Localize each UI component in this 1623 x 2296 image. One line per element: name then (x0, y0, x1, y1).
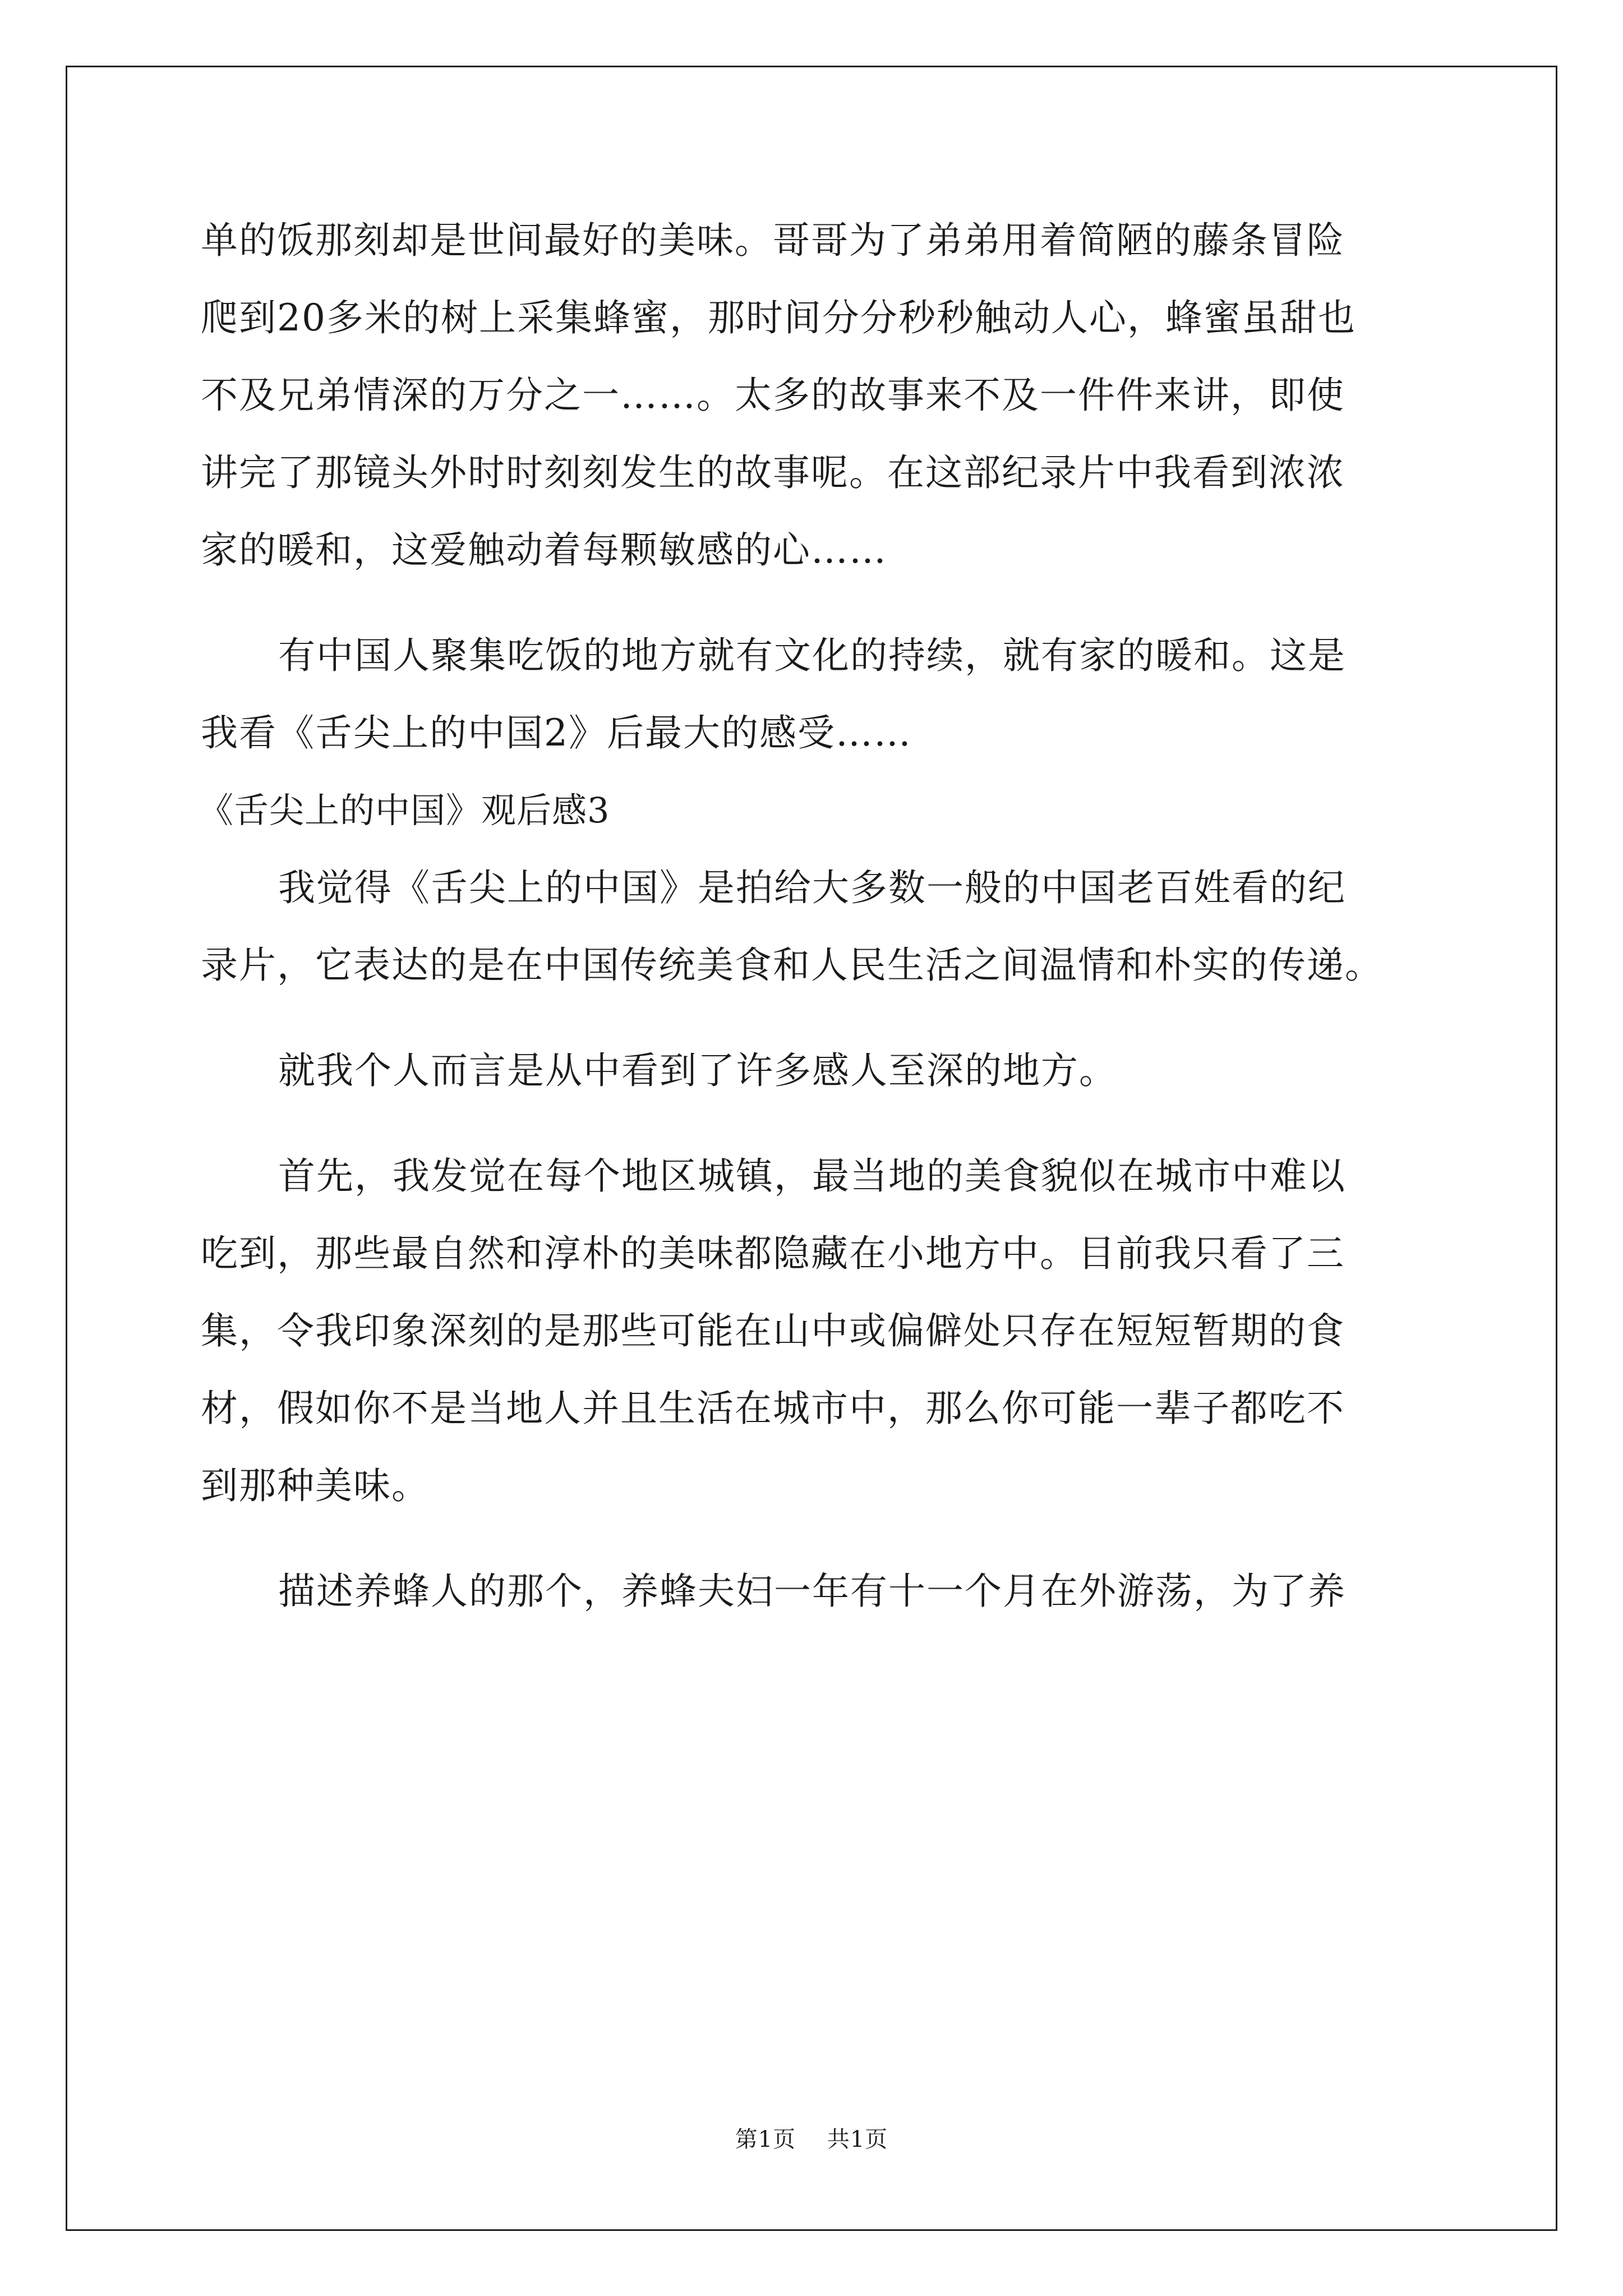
text-line: 到那种美味。 (201, 1464, 430, 1507)
page-total: 共1页 (827, 2127, 888, 2152)
section-heading: 《舌尖上的中国》观后感3 (199, 790, 610, 831)
page-number: 第1页 (735, 2127, 796, 2152)
text-line: 讲完了那镜头外时时刻刻发生的故事呢。在这部纪录片中我看到浓浓 (201, 451, 1345, 494)
page-footer (0, 2124, 1623, 2155)
text-line: 有中国人聚集吃饭的地方就有文化的持续，就有家的暖和。这是 (278, 634, 1346, 677)
text-line: 描述养蜂人的那个，养蜂夫妇一年有十一个月在外游荡，为了养 (278, 1570, 1346, 1613)
text-line: 单的饭那刻却是世间最好的美味。哥哥为了弟弟用着简陋的藤条冒险 (201, 219, 1345, 262)
text-line: 我看《舌尖上的中国2》后最大的感受…… (201, 711, 912, 754)
text-line: 家的暖和，这爱触动着每颗敏感的心…… (201, 528, 887, 572)
text-line: 吃到，那些最自然和淳朴的美味都隐藏在小地方中。目前我只看了三 (201, 1232, 1345, 1275)
text-line: 不及兄弟情深的万分之一……。太多的故事来不及一件件来讲，即使 (201, 374, 1345, 417)
text-line: 首先，我发觉在每个地区城镇，最当地的美食貌似在城市中难以 (278, 1154, 1346, 1198)
document-body (201, 202, 1435, 1630)
text-line: 材，假如你不是当地人并且生活在城市中，那么你可能一辈子都吃不 (201, 1387, 1345, 1430)
text-line: 录片，它表达的是在中国传统美食和人民生活之间温情和朴实的传递。 (201, 944, 1383, 987)
text-line: 爬到20多米的树上采集蜂蜜，那时间分分秒秒触动人心，蜂蜜虽甜也 (201, 296, 1356, 339)
text-line: 我觉得《舌尖上的中国》是拍给大多数一般的中国老百姓看的纪 (278, 866, 1346, 909)
text-line: 集，令我印象深刻的是那些可能在山中或偏僻处只存在短短暂期的食 (201, 1309, 1345, 1352)
text-line: 就我个人而言是从中看到了许多感人至深的地方。 (278, 1049, 1117, 1092)
